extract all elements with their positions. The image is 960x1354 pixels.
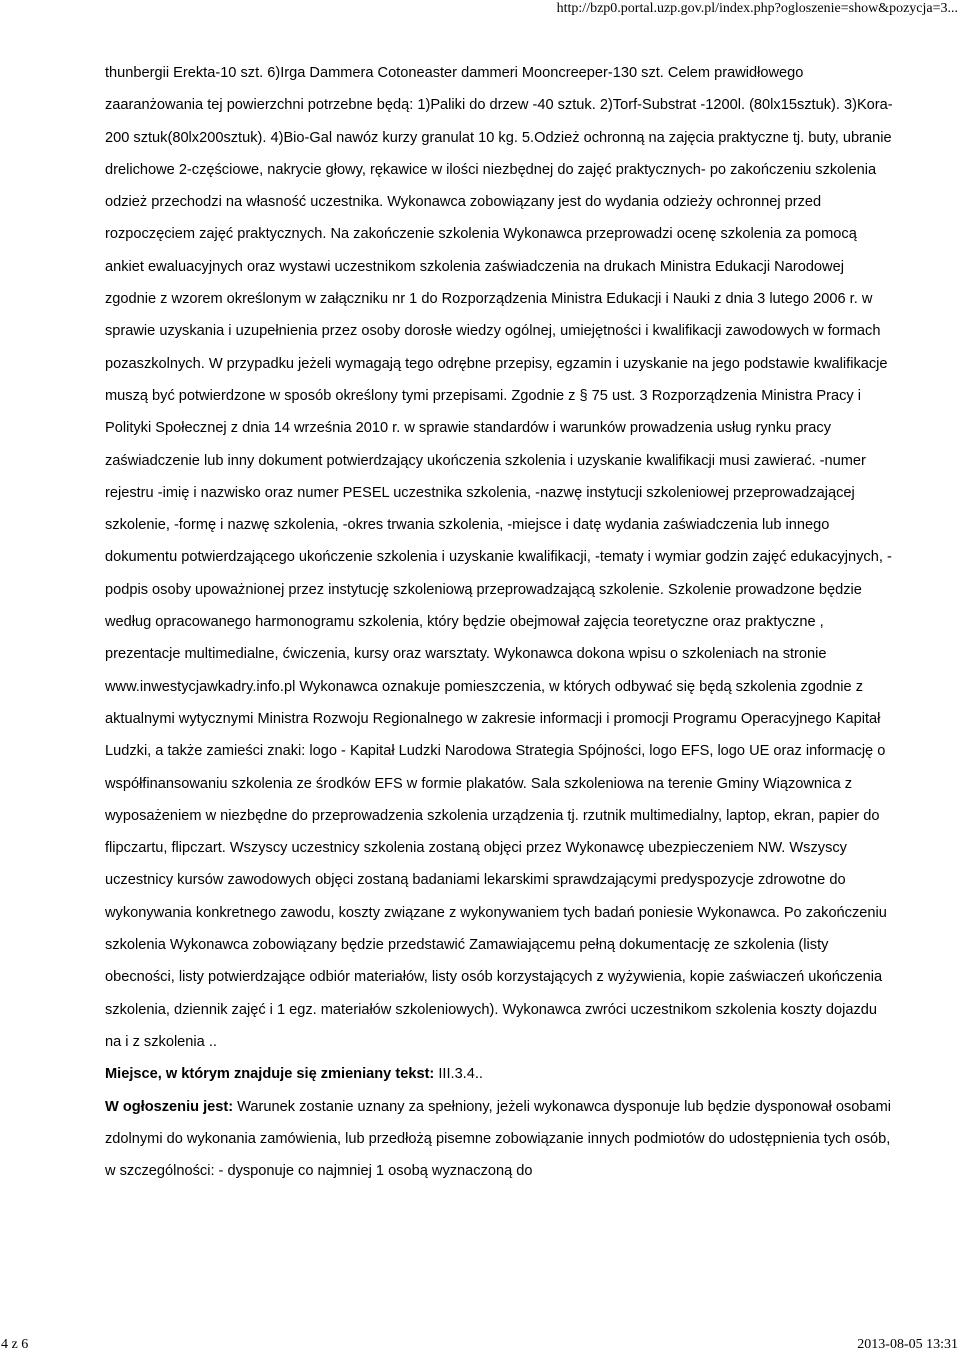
changed-location-label: Miejsce, w którym znajduje się zmieniany tekst: bbox=[105, 1066, 435, 1083]
announcement-label: W ogłoszeniu jest: bbox=[105, 1098, 234, 1115]
document-body bbox=[105, 57, 895, 1187]
body-paragraph: thunbergii Erekta-10 szt. 6)Irga Dammera Cotoneaster dammeri Mooncreeper-130 szt. Celem prawidłowego zaaranżowania tej powierzchni potrzebne będą: 1)Paliki do drzew -40 sztuk. 2)Torf-Substrat -1200l. (80lx15sztuk). 3)Kora-200 sztuk(80lx200sztuk). 4)Bio-Gal nawóz kurzy granulat 10 kg. 5.Odzież ochronną na zajęcia praktyczne tj. buty, ubranie drelichowe 2-częściowe, nakrycie głowy, rękawice w ilości niezbędnej do zajęć praktycznych- po zakończeniu szkolenia odzież przechodzi na własność uczestnika. Wykonawca zobowiązany jest do wydania odzieży ochronnej przed rozpoczęciem zajęć praktycznych. Na zakończenie szkolenia Wykonawca przeprowadzi ocenę szkolenia za pomocą ankiet ewaluacyjnych oraz wystawi uczestnikom szkolenia zaświadczenia na drukach Ministra Edukacji Narodowej zgodnie z wzorem określonym w załączniku nr 1 do Rozporządzenia Ministra Edukacji i Nauki z dnia 3 lutego 2006 r. w sprawie uzyskania i uzupełnienia przez osoby dorosłe wiedzy ogólnej, umiejętności i kwalifikacji zawodowych w formach pozaszkolnych. W przypadku jeżeli wymagają tego odrębne przepisy, egzamin i uzyskanie na jego podstawie kwalifikacje muszą być potwierdzone w sposób określony tymi przepisami. Zgodnie z § 75 ust. 3 Rozporządzenia Ministra Pracy i Polityki Społecznej z dnia 14 września 2010 r. w sprawie standardów i warunków prowadzenia usług rynku pracy zaświadczenie lub inny dokument potwierdzający ukończenia szkolenia i uzyskanie kwalifikacji musi zawierać. -numer rejestru -imię i nazwisko oraz numer PESEL uczestnika szkolenia, -nazwę instytucji szkoleniowej przeprowadzającej szkolenie, -formę i nazwę szkolenia, -okres trwania szkolenia, -miejsce i datę wydania zaświadczenia lub innego dokumentu potwierdzającego ukończenie szkolenia i uzyskanie kwalifikacji, -tematy i wymiar godzin zajęć edukacyjnych, -podpis osoby upoważnionej przez instytucję szkoleniową przeprowadzającą szkolenie. Szkolenie prowadzone będzie według opracowanego harmonogramu szkolenia, który będzie obejmował zajęcia teoretyczne oraz praktyczne , prezentacje multimedialne, ćwiczenia, kursy oraz warsztaty. Wykonawca dokona wpisu o szkoleniach na stronie www.inwestycjawkadry.info.pl Wykonawca oznakuje pomieszczenia, w których odbywać się będą szkolenia zgodnie z aktualnymi wytycznymi Ministra Rozwoju Regionalnego w zakresie informacji i promocji Programu Operacyjnego Kapitał Ludzki, a także zamieści znaki: logo - Kapitał Ludzki Narodowa Strategia Spójności, logo EFS, logo UE oraz informację o współfinansowaniu szkolenia ze środków EFS w formie plakatów. Sala szkoleniowa na terenie Gminy Wiązownica z wyposażeniem w niezbędne do przeprowadzenia szkolenia urządzenia tj. rzutnik multimedialny, laptop, ekran, papier do flipczartu, flipczart. Wszyscy uczestnicy szkolenia zostaną objęci przez Wykonawcę ubezpieczeniem NW. Wszyscy uczestnicy kursów zawodowych objęci zostaną badaniami lekarskimi sprawdzającymi predyspozycje zdrowotne do wykonywania konkretnego zawodu, koszty związane z wykonywaniem tych badań poniesie Wykonawca. Po zakończeniu szkolenia Wykonawca zobowiązany będzie przedstawić Zamawiającemu pełną dokumentację ze szkolenia (listy obecności, listy potwierdzające odbiór materiałów, listy osób korzystających z wyżywienia, kopie zaświaczeń ukończenia szkolenia, dziennik zajęć i 1 egz. materiałów szkoleniowych). Wykonawca zwróci uczestnikom szkolenia koszty dojazdu na i z szkolenia .. bbox=[105, 65, 893, 1050]
print-timestamp: 2013-08-05 13:31 bbox=[857, 1337, 958, 1352]
page-number: 4 z 6 bbox=[1, 1337, 29, 1352]
changed-location-value: III.3.4.. bbox=[434, 1066, 483, 1083]
announcement-paragraph bbox=[105, 1091, 895, 1188]
announcement-text: Warunek zostanie uznany za spełniony, jeżeli wykonawca dysponuje lub będzie dysponował osobami zdolnymi do wykonania zamówienia, lub przedłożą pisemne zobowiązanie innych podmiotów do udostępnienia tych osób, w szczególności: - dysponuje co najmniej 1 osobą wyznaczoną do bbox=[105, 1098, 892, 1180]
changed-location-line bbox=[105, 1058, 895, 1090]
page-url-header: http://bzp0.portal.uzp.gov.pl/index.php?ogloszenie=show&pozycja=3... bbox=[556, 1, 958, 16]
